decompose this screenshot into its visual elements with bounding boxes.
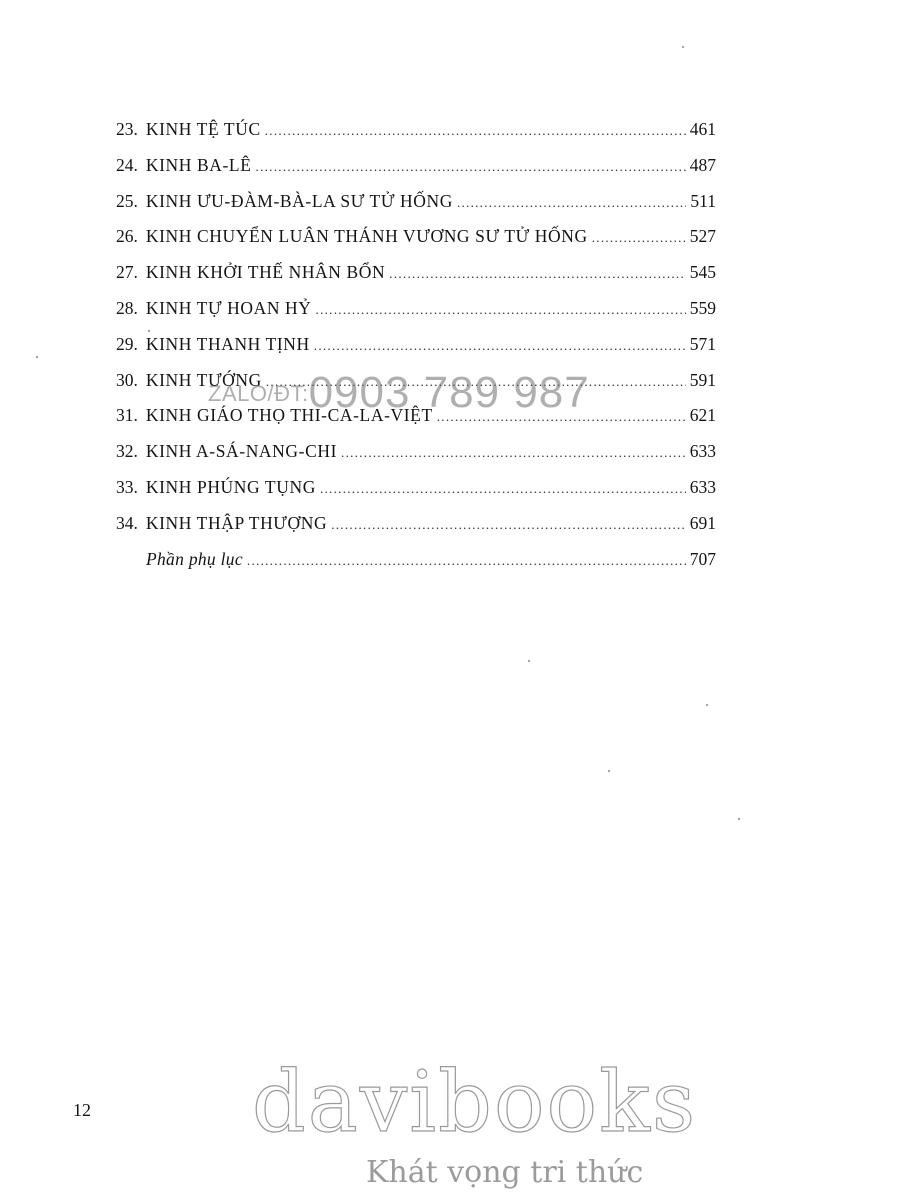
toc-entry-number: 24.	[116, 154, 138, 175]
toc-entry	[116, 291, 716, 327]
toc-leader-dots	[457, 185, 686, 221]
toc-entry-page: 621	[689, 405, 716, 426]
toc-entry-number: 32.	[116, 441, 138, 462]
toc-entry-number: 31.	[116, 405, 138, 426]
toc-entry-number: 26.	[116, 226, 138, 247]
toc-entry-page: 511	[690, 190, 716, 211]
toc-entry-title: KINH TỆ TÚC	[145, 119, 261, 139]
slogan-watermark: Khát vọng tri thức	[366, 1155, 644, 1190]
toc-leader-dots	[316, 292, 686, 328]
toc-entry-title: KINH KHỞI THẾ NHÂN BỔN	[145, 262, 386, 283]
toc-leader-dots	[437, 399, 686, 435]
toc-leader-dots	[331, 507, 686, 543]
toc-appendix-entry	[116, 542, 716, 578]
toc-entry-title: KINH ƯU-ĐÀM-BÀ-LA SƯ TỬ HỐNG	[145, 190, 453, 211]
scan-speck	[738, 818, 740, 820]
toc-entry-number: 34.	[116, 512, 138, 533]
toc-entry-title: KINH CHUYỂN LUÂN THÁNH VƯƠNG SƯ TỬ HỐNG	[145, 226, 588, 247]
table-of-contents	[116, 112, 716, 577]
toc-entry-page: 591	[689, 369, 716, 390]
toc-appendix-title: Phần phụ lục	[146, 548, 243, 569]
toc-leader-dots	[341, 435, 686, 471]
toc-entry-number: 29.	[116, 333, 138, 354]
toc-entry-title: KINH A-SÁ-NANG-CHI	[145, 441, 338, 462]
scan-speck	[608, 770, 610, 772]
toc-entry	[116, 148, 716, 184]
toc-entry-title: KINH THANH TỊNH	[145, 333, 310, 354]
toc-appendix-page: 707	[689, 548, 716, 569]
toc-entry	[116, 363, 716, 399]
toc-entry-title: KINH TỰ HOAN HỶ	[145, 297, 312, 318]
toc-entry-title: KINH THẬP THƯỢNG	[145, 512, 328, 533]
toc-entry	[116, 219, 716, 255]
toc-entry-page: 545	[689, 262, 716, 283]
toc-entry-page: 461	[689, 119, 716, 139]
toc-entry-page: 559	[689, 297, 716, 318]
toc-leader-dots	[314, 328, 686, 364]
brand-watermark: davibooks	[252, 1053, 698, 1151]
toc-entry-title: KINH PHÚNG TỤNG	[145, 476, 316, 497]
toc-leader-dots	[320, 471, 686, 507]
toc-entry-number: 30.	[116, 369, 138, 390]
toc-entry-page: 527	[689, 226, 716, 247]
toc-entry-number: 33.	[116, 476, 138, 497]
toc-entry-title: KINH GIÁO THỌ THI-CA-LA-VIỆT	[145, 405, 433, 426]
toc-entry	[116, 398, 716, 434]
page-number: 12	[73, 1100, 91, 1120]
toc-entry-page: 633	[689, 476, 716, 497]
toc-leader-dots	[389, 256, 686, 292]
toc-entry	[116, 470, 716, 506]
toc-entry-page: 633	[689, 441, 716, 462]
toc-entry	[116, 184, 716, 220]
toc-entry	[116, 112, 716, 148]
scan-speck	[148, 330, 150, 332]
scan-speck	[528, 660, 530, 662]
toc-entry	[116, 434, 716, 470]
toc-entry-title: KINH BA-LÊ	[145, 154, 252, 175]
toc-leader-dots	[256, 149, 686, 185]
toc-leader-dots	[266, 364, 686, 400]
scan-speck	[706, 704, 708, 706]
toc-leader-dots	[247, 543, 686, 579]
toc-entry-number: 27.	[116, 262, 138, 283]
scan-speck	[682, 46, 684, 48]
toc-entry-page: 487	[689, 154, 716, 175]
toc-entry-number: 25.	[116, 190, 138, 211]
toc-entry	[116, 327, 716, 363]
toc-leader-dots	[265, 113, 686, 149]
contact-watermark-label: ZALO/ĐT:	[208, 381, 309, 406]
toc-entry	[116, 255, 716, 291]
toc-entry-page: 691	[689, 512, 716, 533]
toc-entry-title: KINH TƯỚNG	[145, 369, 262, 390]
contact-watermark-phone: 0903 789 987	[308, 368, 590, 417]
toc-entry	[116, 506, 716, 542]
toc-leader-dots	[592, 220, 686, 256]
toc-entry-page: 571	[689, 333, 716, 354]
scan-speck	[36, 356, 38, 358]
toc-entry-number: 28.	[116, 297, 138, 318]
toc-entry-number: 23.	[116, 119, 138, 139]
